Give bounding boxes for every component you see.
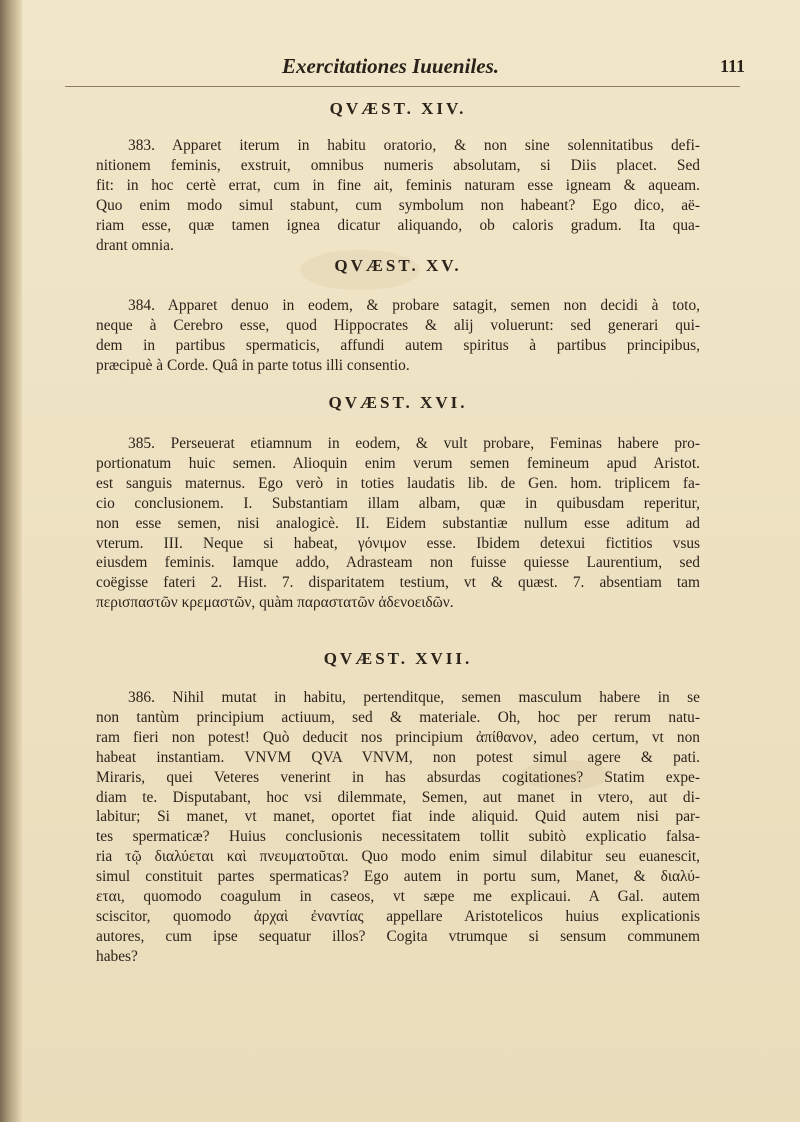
text-line: tes spermaticæ? Huius conclusionis necessitatem tollit subitò explicatio falsa- [96, 828, 700, 846]
text-line: simul constituit partes spermaticas? Ego autem in portu sum, Manet, & διαλύ- [96, 868, 700, 886]
section-heading: QVÆST. XVI. [328, 393, 468, 412]
text-line: fit: in hoc certè errat, cum in fine ait, feminis naturam esse igneam & aqueam. [96, 176, 700, 194]
text-line: περισπαστῶν κρεμαστῶν, quàm παραστατῶν ἀδενοειδῶν. [96, 594, 454, 612]
paragraph-383 [96, 136, 700, 255]
text-line: sciscitor, quomodo ἀρχαὶ ἐναντίας appellare Aristotelicos huius explicationis [96, 907, 700, 925]
paragraph-386 [96, 688, 700, 967]
text-line: est sanguis maternus. Ego verò in toties laudatis lib. de Gen. hom. triplicem fa- [96, 474, 700, 492]
text-line: cio conclusionem. I. Substantiam illam albam, quæ in quibusdam reperitur, [96, 494, 700, 512]
text-line: nitionem feminis, exstruit, omnibus numeris absolutam, si Diis placet. Sed [96, 156, 700, 174]
page-gutter-shadow [0, 0, 22, 1122]
section-heading: QVÆST. XVII. [323, 649, 473, 668]
text-line: labitur; Si manet, vt manet, oportet fiat inde aliquid. Quid autem nisi par- [96, 808, 700, 826]
text-line: 385. Perseuerat etiamnum in eodem, & vult probare, Feminas habere pro- [128, 435, 700, 452]
text-line: neque à Cerebro esse, quod Hippocrates & alij voluerunt: sed generari qui- [96, 316, 700, 334]
text-line: non esse semen, nisi analogicè. II. Eidem substantiæ nullum esse aditum ad [96, 514, 700, 532]
text-line: portionatum huic semen. Alioquin enim verum semen femineum apud Aristot. [96, 454, 700, 472]
text-line: 383. Apparet iterum in habitu oratorio, & non sine solennitatibus defi- [128, 137, 700, 154]
text-line: Miraris, quei Veteres venerint in has absurdas cogitationes? Statim expe- [96, 768, 700, 786]
text-line: Quo enim modo simul stabunt, cum symbolum non habeant? Ego dico, aë- [96, 196, 700, 214]
section-heading: QVÆST. XIV. [329, 99, 467, 118]
section-heading: QVÆST. XV. [334, 256, 462, 275]
text-line: dem in partibus spermaticis, affundi autem spiritus à partibus principibus, [96, 336, 700, 354]
running-title: Exercitationes Iuueniles. [282, 54, 500, 78]
text-line: habeat instantiam. VNVM QVA VNVM, non potest simul agere & pati. [96, 748, 700, 766]
text-line: drant omnia. [96, 236, 174, 254]
text-line: habes? [96, 947, 138, 965]
text-line: coëgisse fateri 2. Hist. 7. disparitatem testium, vt & quæst. 7. absentiam tam [96, 574, 700, 592]
text-line: ria τῷ διαλύεται καὶ πνευματοῦται. Quo modo enim simul dilabitur seu euanescit, [96, 848, 700, 866]
text-line: diam te. Disputabant, hoc vsi dilemmate, Semen, aut manet in vtero, aut di- [96, 788, 700, 806]
text-line: vterum. III. Neque si habeat, γόνιμον esse. Ibidem detexui fictitios vsus [96, 534, 700, 552]
text-line: 386. Nihil mutat in habitu, pertenditque, semen masculum habere in se [128, 689, 700, 706]
text-line: riam esse, quæ tamen ignea dicatur aliquando, ob caloris gradum. Ita qua- [96, 216, 700, 234]
header-rule [65, 86, 740, 87]
running-header [60, 48, 745, 78]
paragraph-385 [96, 434, 700, 613]
paragraph-384 [96, 296, 700, 376]
text-line: 384. Apparet denuo in eodem, & probare satagit, semen non decidi à toto, [128, 297, 700, 314]
page-number: 111 [719, 56, 745, 76]
text-line: eiusdem feminis. Iamque addo, Adrasteam non fuisse quiesse Laurentium, sed [96, 554, 700, 572]
text-line: præcipuè à Corde. Quâ in parte totus illi consentio. [96, 356, 410, 374]
text-line: non tantùm principium actiuum, sed & materiale. Oh, hoc per rerum natu- [96, 708, 700, 726]
text-line: ram fieri non potest! Quò deducit nos principium ἀπίθανον, adeo certum, vt non [96, 728, 700, 746]
text-line: autores, cum ipse sequatur illos? Cogita vtrumque si sensum communem [96, 927, 700, 945]
text-line: εται, quomodo coagulum in caseos, vt sæpe me explicaui. A Gal. autem [96, 888, 700, 906]
